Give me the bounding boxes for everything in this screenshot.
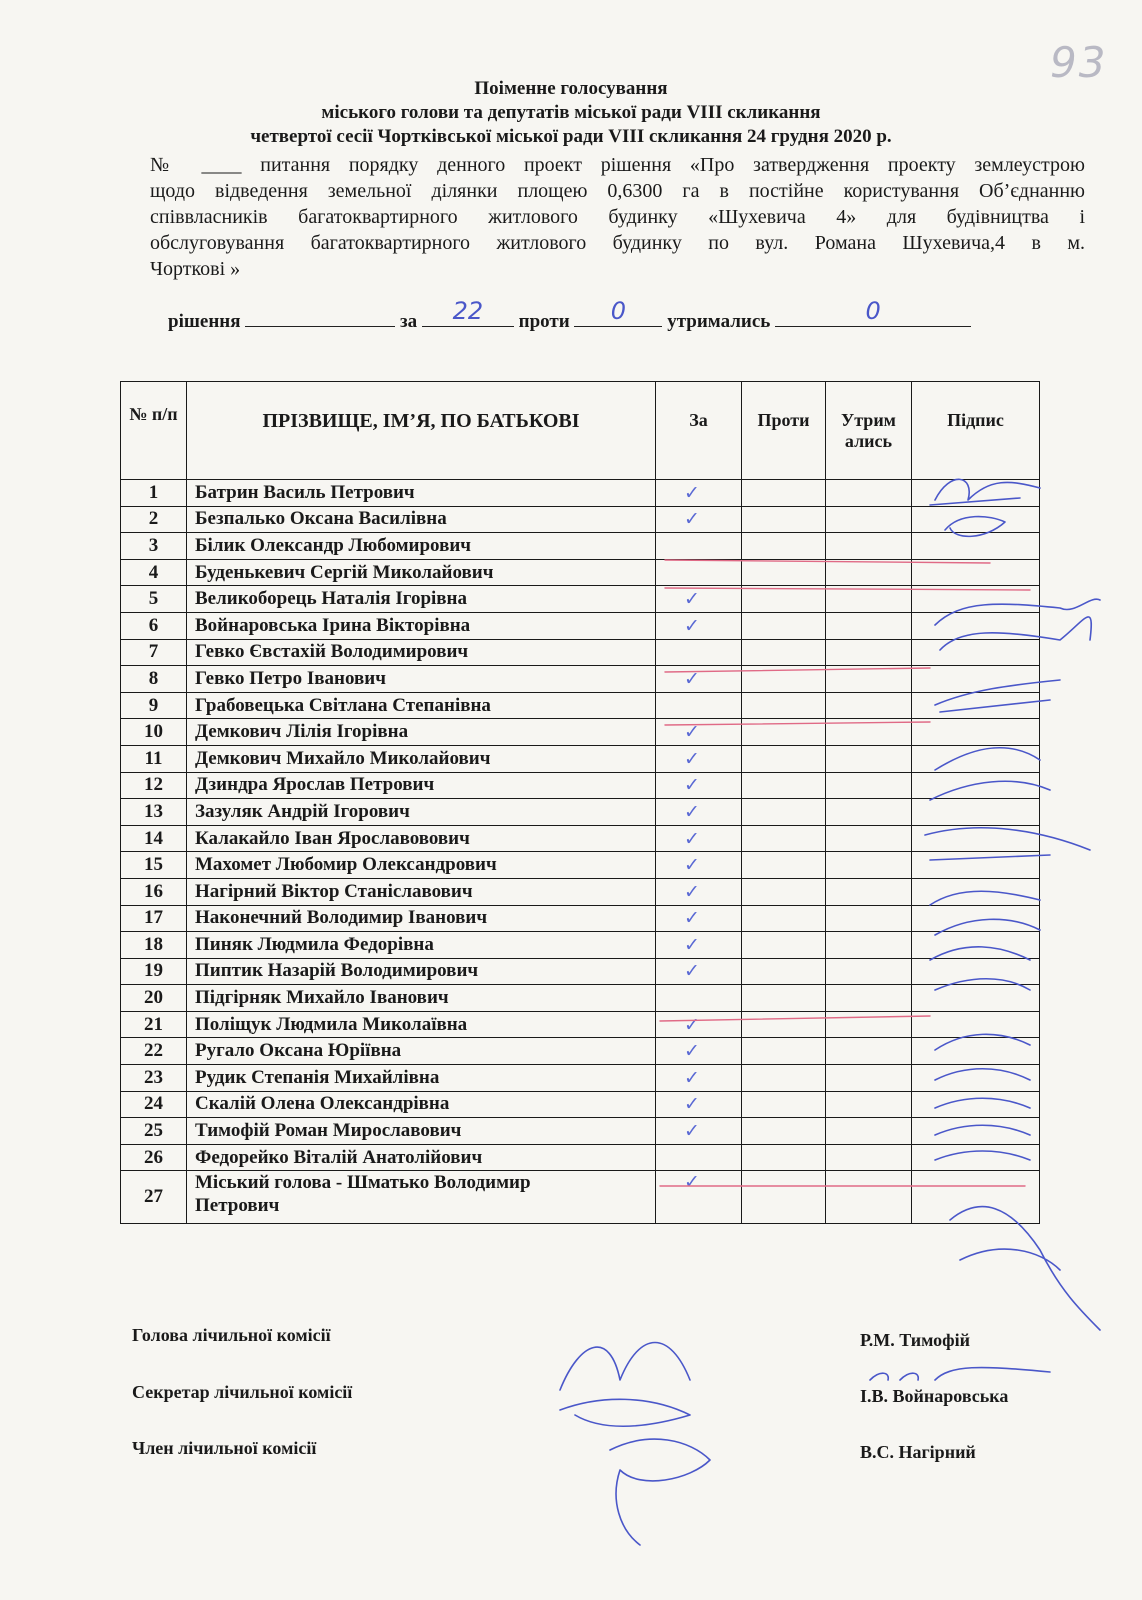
row-name bbox=[187, 692, 656, 719]
cell-for bbox=[656, 1091, 742, 1118]
cell-signature bbox=[912, 612, 1040, 639]
check-mark: ✓ bbox=[684, 1066, 700, 1089]
subtitle-line-1: міського голови та депутатів міської ради VIII скликання bbox=[321, 102, 821, 123]
table-row bbox=[121, 958, 1040, 985]
row-name bbox=[187, 852, 656, 879]
cell-against bbox=[742, 1118, 826, 1145]
cell-abstained bbox=[826, 878, 912, 905]
cell-for bbox=[656, 958, 742, 985]
for-count: 22 bbox=[452, 297, 484, 325]
decision-label: рішення bbox=[168, 311, 241, 332]
row-name bbox=[187, 666, 656, 693]
row-name bbox=[187, 1144, 656, 1171]
cell-against bbox=[742, 878, 826, 905]
row-name-text: Федорейко Віталій Анатолійович bbox=[195, 1146, 483, 1168]
cell-for bbox=[656, 825, 742, 852]
cell-against bbox=[742, 480, 826, 507]
signature-row-27 bbox=[950, 1207, 1100, 1330]
cell-signature bbox=[912, 480, 1040, 507]
table-row bbox=[121, 533, 1040, 560]
cell-signature bbox=[912, 852, 1040, 879]
row-name bbox=[187, 1171, 656, 1224]
row-number: 21 bbox=[121, 1011, 187, 1038]
table-row bbox=[121, 480, 1040, 507]
row-name bbox=[187, 1065, 656, 1092]
table-row bbox=[121, 745, 1040, 772]
abstained-label: утримались bbox=[667, 311, 771, 332]
check-mark: ✓ bbox=[684, 774, 700, 797]
commission-person-chair: Р.М. Тимофій bbox=[860, 1330, 971, 1350]
row-name-text: Войнаровська Ірина Вікторівна bbox=[195, 614, 471, 636]
cell-for bbox=[656, 506, 742, 533]
cell-signature bbox=[912, 533, 1040, 560]
header-signature: Підпис bbox=[912, 382, 1040, 480]
row-name-text: Грабовецька Світлана Степанівна bbox=[195, 694, 491, 716]
row-number: 22 bbox=[121, 1038, 187, 1065]
row-number: 8 bbox=[121, 666, 187, 693]
cell-signature bbox=[912, 799, 1040, 826]
cell-abstained bbox=[826, 905, 912, 932]
table-row bbox=[121, 719, 1040, 746]
cell-for bbox=[656, 772, 742, 799]
row-number: 7 bbox=[121, 639, 187, 666]
row-number: 25 bbox=[121, 1118, 187, 1145]
row-name bbox=[187, 878, 656, 905]
row-name-text: Рудик Степанія Михайлівна bbox=[195, 1066, 440, 1088]
row-number: 13 bbox=[121, 799, 187, 826]
row-number: 5 bbox=[121, 586, 187, 613]
cell-signature bbox=[912, 506, 1040, 533]
check-mark: ✓ bbox=[684, 960, 700, 983]
cell-signature bbox=[912, 1011, 1040, 1038]
cell-against bbox=[742, 666, 826, 693]
cell-against bbox=[742, 719, 826, 746]
row-name bbox=[187, 1091, 656, 1118]
table-row bbox=[121, 905, 1040, 932]
row-name bbox=[187, 1011, 656, 1038]
check-mark: ✓ bbox=[684, 1013, 700, 1036]
row-name bbox=[187, 1038, 656, 1065]
row-name-text-line-2: Петрович bbox=[195, 1195, 280, 1217]
row-number: 16 bbox=[121, 878, 187, 905]
cell-for bbox=[656, 799, 742, 826]
check-mark: ✓ bbox=[684, 667, 700, 690]
table-row bbox=[121, 639, 1040, 666]
check-mark: ✓ bbox=[684, 880, 700, 903]
cell-for bbox=[656, 1038, 742, 1065]
cell-against bbox=[742, 1038, 826, 1065]
row-name bbox=[187, 985, 656, 1012]
row-number: 9 bbox=[121, 692, 187, 719]
cell-against bbox=[742, 533, 826, 560]
header-num: № п/п bbox=[121, 382, 187, 480]
table-row bbox=[121, 932, 1040, 959]
table-row bbox=[121, 1144, 1040, 1171]
table-row bbox=[121, 1038, 1040, 1065]
cell-signature bbox=[912, 559, 1040, 586]
row-name-text: Батрин Василь Петрович bbox=[195, 481, 415, 503]
cell-for bbox=[656, 586, 742, 613]
table-row bbox=[121, 1091, 1040, 1118]
check-mark: ✓ bbox=[684, 827, 700, 850]
against-count: 0 bbox=[610, 297, 627, 325]
cell-abstained bbox=[826, 799, 912, 826]
commission-role-secretary: Секретар лічильної комісії bbox=[132, 1382, 353, 1402]
question-line-3: співвласників багатоквартирного житлового будинку «Шухевича 4» для будівництва і bbox=[150, 206, 1085, 228]
signature-secretary bbox=[870, 1367, 1050, 1380]
question-line-2: щодо відведення земельної ділянки площею 0,6300 га в постійне користування Об’єднанню bbox=[150, 180, 1085, 202]
cell-signature bbox=[912, 905, 1040, 932]
row-name-text: Демкович Михайло Миколайович bbox=[195, 747, 491, 769]
cell-against bbox=[742, 1091, 826, 1118]
cell-against bbox=[742, 852, 826, 879]
cell-for bbox=[656, 1065, 742, 1092]
row-name-text: Дзиндра Ярослав Петрович bbox=[195, 774, 435, 796]
table-row bbox=[121, 506, 1040, 533]
row-number: 24 bbox=[121, 1091, 187, 1118]
row-number: 4 bbox=[121, 559, 187, 586]
cell-abstained bbox=[826, 480, 912, 507]
check-mark: ✓ bbox=[684, 1120, 700, 1143]
table-row bbox=[121, 666, 1040, 693]
row-number: 20 bbox=[121, 985, 187, 1012]
row-name-text: Безпалько Оксана Василівна bbox=[195, 508, 447, 530]
cell-signature bbox=[912, 878, 1040, 905]
cell-for bbox=[656, 533, 742, 560]
check-mark: ✓ bbox=[684, 614, 700, 637]
commission-role-member: Член лічильної комісії bbox=[132, 1438, 317, 1458]
abstained-count: 0 bbox=[865, 297, 881, 325]
cell-against bbox=[742, 1065, 826, 1092]
cell-abstained bbox=[826, 985, 912, 1012]
row-name bbox=[187, 825, 656, 852]
cell-signature bbox=[912, 958, 1040, 985]
cell-abstained bbox=[826, 772, 912, 799]
cell-for bbox=[656, 480, 742, 507]
row-name-text: Калакайло Іван Ярославовович bbox=[195, 827, 470, 849]
cell-abstained bbox=[826, 666, 912, 693]
row-name-text: Пиптик Назарій Володимирович bbox=[195, 960, 479, 982]
decision-line bbox=[168, 297, 1068, 333]
title: Поіменне голосування bbox=[474, 78, 668, 99]
cell-against bbox=[742, 559, 826, 586]
cell-against bbox=[742, 799, 826, 826]
row-number: 17 bbox=[121, 905, 187, 932]
table-row bbox=[121, 1171, 1040, 1224]
cell-against bbox=[742, 692, 826, 719]
row-number: 26 bbox=[121, 1144, 187, 1171]
cell-signature bbox=[912, 1118, 1040, 1145]
cell-for bbox=[656, 559, 742, 586]
cell-signature bbox=[912, 985, 1040, 1012]
cell-against bbox=[742, 1011, 826, 1038]
cell-against bbox=[742, 506, 826, 533]
header-abstained: Утримались bbox=[826, 382, 912, 480]
against-blank bbox=[574, 297, 662, 327]
row-name-text: Гевко Петро Іванович bbox=[195, 667, 386, 689]
subtitle-line-2: четвертої сесії Чортківської міської ради VIII скликання 24 грудня 2020 р. bbox=[250, 126, 892, 147]
header-against: Проти bbox=[742, 382, 826, 480]
row-name bbox=[187, 719, 656, 746]
for-blank bbox=[422, 297, 514, 327]
table-row bbox=[121, 1118, 1040, 1145]
cell-against bbox=[742, 1171, 826, 1224]
row-name-text: Демкович Лілія Ігорівна bbox=[195, 721, 409, 743]
table-row bbox=[121, 612, 1040, 639]
row-number: 12 bbox=[121, 772, 187, 799]
table-row bbox=[121, 559, 1040, 586]
cell-for bbox=[656, 985, 742, 1012]
cell-for bbox=[656, 719, 742, 746]
cell-for bbox=[656, 639, 742, 666]
row-number: 23 bbox=[121, 1065, 187, 1092]
row-name-text: Великоборець Наталія Ігорівна bbox=[195, 588, 467, 610]
row-name-text: Ругало Оксана Юріївна bbox=[195, 1040, 402, 1062]
for-label: за bbox=[400, 311, 418, 332]
row-number: 18 bbox=[121, 932, 187, 959]
cell-signature bbox=[912, 1144, 1040, 1171]
row-number: 2 bbox=[121, 506, 187, 533]
cell-abstained bbox=[826, 958, 912, 985]
cell-against bbox=[742, 905, 826, 932]
row-name bbox=[187, 745, 656, 772]
row-name-text: Пиняк Людмила Федорівна bbox=[195, 933, 434, 955]
check-mark: ✓ bbox=[684, 508, 700, 531]
cell-for bbox=[656, 1011, 742, 1038]
row-name bbox=[187, 506, 656, 533]
row-number: 19 bbox=[121, 958, 187, 985]
cell-abstained bbox=[826, 932, 912, 959]
table-row bbox=[121, 586, 1040, 613]
cell-abstained bbox=[826, 612, 912, 639]
row-name bbox=[187, 586, 656, 613]
vote-table-body bbox=[121, 480, 1040, 1224]
commission-person-secretary: І.В. Войнаровська bbox=[860, 1386, 1009, 1406]
cell-abstained bbox=[826, 1065, 912, 1092]
cell-signature bbox=[912, 932, 1040, 959]
cell-against bbox=[742, 586, 826, 613]
cell-abstained bbox=[826, 719, 912, 746]
row-name-text: Білик Олександр Любомирович bbox=[195, 534, 472, 556]
table-row bbox=[121, 1011, 1040, 1038]
row-name bbox=[187, 639, 656, 666]
cell-signature bbox=[912, 1171, 1040, 1224]
row-name-text: Нагірний Віктор Станіславович bbox=[195, 880, 473, 902]
cell-for bbox=[656, 932, 742, 959]
cell-signature bbox=[912, 745, 1040, 772]
cell-abstained bbox=[826, 852, 912, 879]
vote-table bbox=[120, 381, 1040, 1224]
row-number: 3 bbox=[121, 533, 187, 560]
question-text bbox=[150, 152, 1085, 282]
row-number: 1 bbox=[121, 480, 187, 507]
cell-signature bbox=[912, 639, 1040, 666]
cell-against bbox=[742, 985, 826, 1012]
table-row bbox=[121, 825, 1040, 852]
cell-for bbox=[656, 745, 742, 772]
page-number: 93 bbox=[1050, 38, 1108, 87]
header-name: ПРІЗВИЩЕ, ІМ’Я, ПО БАТЬКОВІ bbox=[187, 382, 656, 480]
row-name-text: Тимофій Роман Мирославович bbox=[195, 1120, 462, 1142]
check-mark: ✓ bbox=[684, 854, 700, 877]
cell-against bbox=[742, 772, 826, 799]
signature-commission bbox=[560, 1343, 710, 1546]
check-mark: ✓ bbox=[684, 588, 700, 611]
cell-against bbox=[742, 745, 826, 772]
row-number: 10 bbox=[121, 719, 187, 746]
check-mark: ✓ bbox=[684, 1040, 700, 1063]
row-name-text: Скалій Олена Олександрівна bbox=[195, 1093, 450, 1115]
check-mark: ✓ bbox=[684, 747, 700, 770]
row-name bbox=[187, 799, 656, 826]
row-name-text: Підгірняк Михайло Іванович bbox=[195, 987, 449, 1009]
cell-for bbox=[656, 1144, 742, 1171]
cell-signature bbox=[912, 692, 1040, 719]
table-row bbox=[121, 772, 1040, 799]
cell-for bbox=[656, 1171, 742, 1224]
row-name bbox=[187, 905, 656, 932]
cell-signature bbox=[912, 666, 1040, 693]
check-mark: ✓ bbox=[684, 933, 700, 956]
row-number: 11 bbox=[121, 745, 187, 772]
table-row bbox=[121, 852, 1040, 879]
cell-abstained bbox=[826, 639, 912, 666]
row-number: 15 bbox=[121, 852, 187, 879]
cell-against bbox=[742, 612, 826, 639]
table-row bbox=[121, 799, 1040, 826]
row-name-text: Гевко Євстахій Володимирович bbox=[195, 641, 469, 663]
cell-abstained bbox=[826, 1038, 912, 1065]
row-name bbox=[187, 932, 656, 959]
cell-against bbox=[742, 932, 826, 959]
table-row bbox=[121, 985, 1040, 1012]
cell-abstained bbox=[826, 1118, 912, 1145]
cell-for bbox=[656, 666, 742, 693]
row-name-text: Міський голова - Шматько Володимир bbox=[195, 1172, 531, 1194]
row-name bbox=[187, 533, 656, 560]
cell-for bbox=[656, 905, 742, 932]
check-mark: ✓ bbox=[684, 1171, 700, 1194]
row-name bbox=[187, 612, 656, 639]
cell-abstained bbox=[826, 1011, 912, 1038]
cell-signature bbox=[912, 719, 1040, 746]
row-name-text: Поліщук Людмила Миколаївна bbox=[195, 1013, 468, 1035]
table-row bbox=[121, 692, 1040, 719]
check-mark: ✓ bbox=[684, 907, 700, 930]
cell-abstained bbox=[826, 1171, 912, 1224]
cell-signature bbox=[912, 586, 1040, 613]
cell-for bbox=[656, 852, 742, 879]
commission-person-member: В.С. Нагірний bbox=[860, 1442, 976, 1462]
cell-signature bbox=[912, 825, 1040, 852]
cell-signature bbox=[912, 772, 1040, 799]
question-line-4: обслуговування багатоквартирного житлового будинку по вул. Романа Шухевича,4 в м. bbox=[150, 232, 1085, 254]
row-name-text: Наконечний Володимир Іванович bbox=[195, 907, 488, 929]
table-row bbox=[121, 878, 1040, 905]
abstained-blank bbox=[775, 297, 971, 327]
against-label: проти bbox=[518, 311, 570, 332]
cell-for bbox=[656, 1118, 742, 1145]
check-mark: ✓ bbox=[684, 721, 700, 744]
row-name-text: Махомет Любомир Олександрович bbox=[195, 854, 497, 876]
row-name-text: Буденькевич Сергій Миколайович bbox=[195, 561, 494, 583]
cell-abstained bbox=[826, 1091, 912, 1118]
question-line-5: Чорткові » bbox=[150, 258, 241, 280]
cell-signature bbox=[912, 1091, 1040, 1118]
cell-abstained bbox=[826, 692, 912, 719]
row-number: 6 bbox=[121, 612, 187, 639]
cell-abstained bbox=[826, 745, 912, 772]
cell-abstained bbox=[826, 586, 912, 613]
row-name bbox=[187, 1118, 656, 1145]
table-row bbox=[121, 1065, 1040, 1092]
cell-for bbox=[656, 612, 742, 639]
cell-abstained bbox=[826, 1144, 912, 1171]
cell-for bbox=[656, 692, 742, 719]
row-number: 27 bbox=[121, 1171, 187, 1224]
row-name bbox=[187, 958, 656, 985]
cell-against bbox=[742, 639, 826, 666]
cell-against bbox=[742, 1144, 826, 1171]
commission-role-chair: Голова лічильної комісії bbox=[132, 1325, 331, 1345]
decision-blank bbox=[245, 308, 395, 327]
cell-signature bbox=[912, 1038, 1040, 1065]
cell-for bbox=[656, 878, 742, 905]
cell-signature bbox=[912, 1065, 1040, 1092]
header-for: За bbox=[656, 382, 742, 480]
check-mark: ✓ bbox=[684, 481, 700, 504]
row-name bbox=[187, 559, 656, 586]
cell-abstained bbox=[826, 506, 912, 533]
row-name-text: Зазуляк Андрій Ігорович bbox=[195, 800, 410, 822]
cell-against bbox=[742, 825, 826, 852]
row-number: 14 bbox=[121, 825, 187, 852]
check-mark: ✓ bbox=[684, 1093, 700, 1116]
cell-against bbox=[742, 958, 826, 985]
question-line-1: № ____ питання порядку денного проект рішення «Про затвердження проекту землеустрою bbox=[150, 154, 1085, 176]
row-name bbox=[187, 772, 656, 799]
cell-abstained bbox=[826, 533, 912, 560]
cell-abstained bbox=[826, 825, 912, 852]
row-name bbox=[187, 480, 656, 507]
check-mark: ✓ bbox=[684, 800, 700, 823]
cell-abstained bbox=[826, 559, 912, 586]
